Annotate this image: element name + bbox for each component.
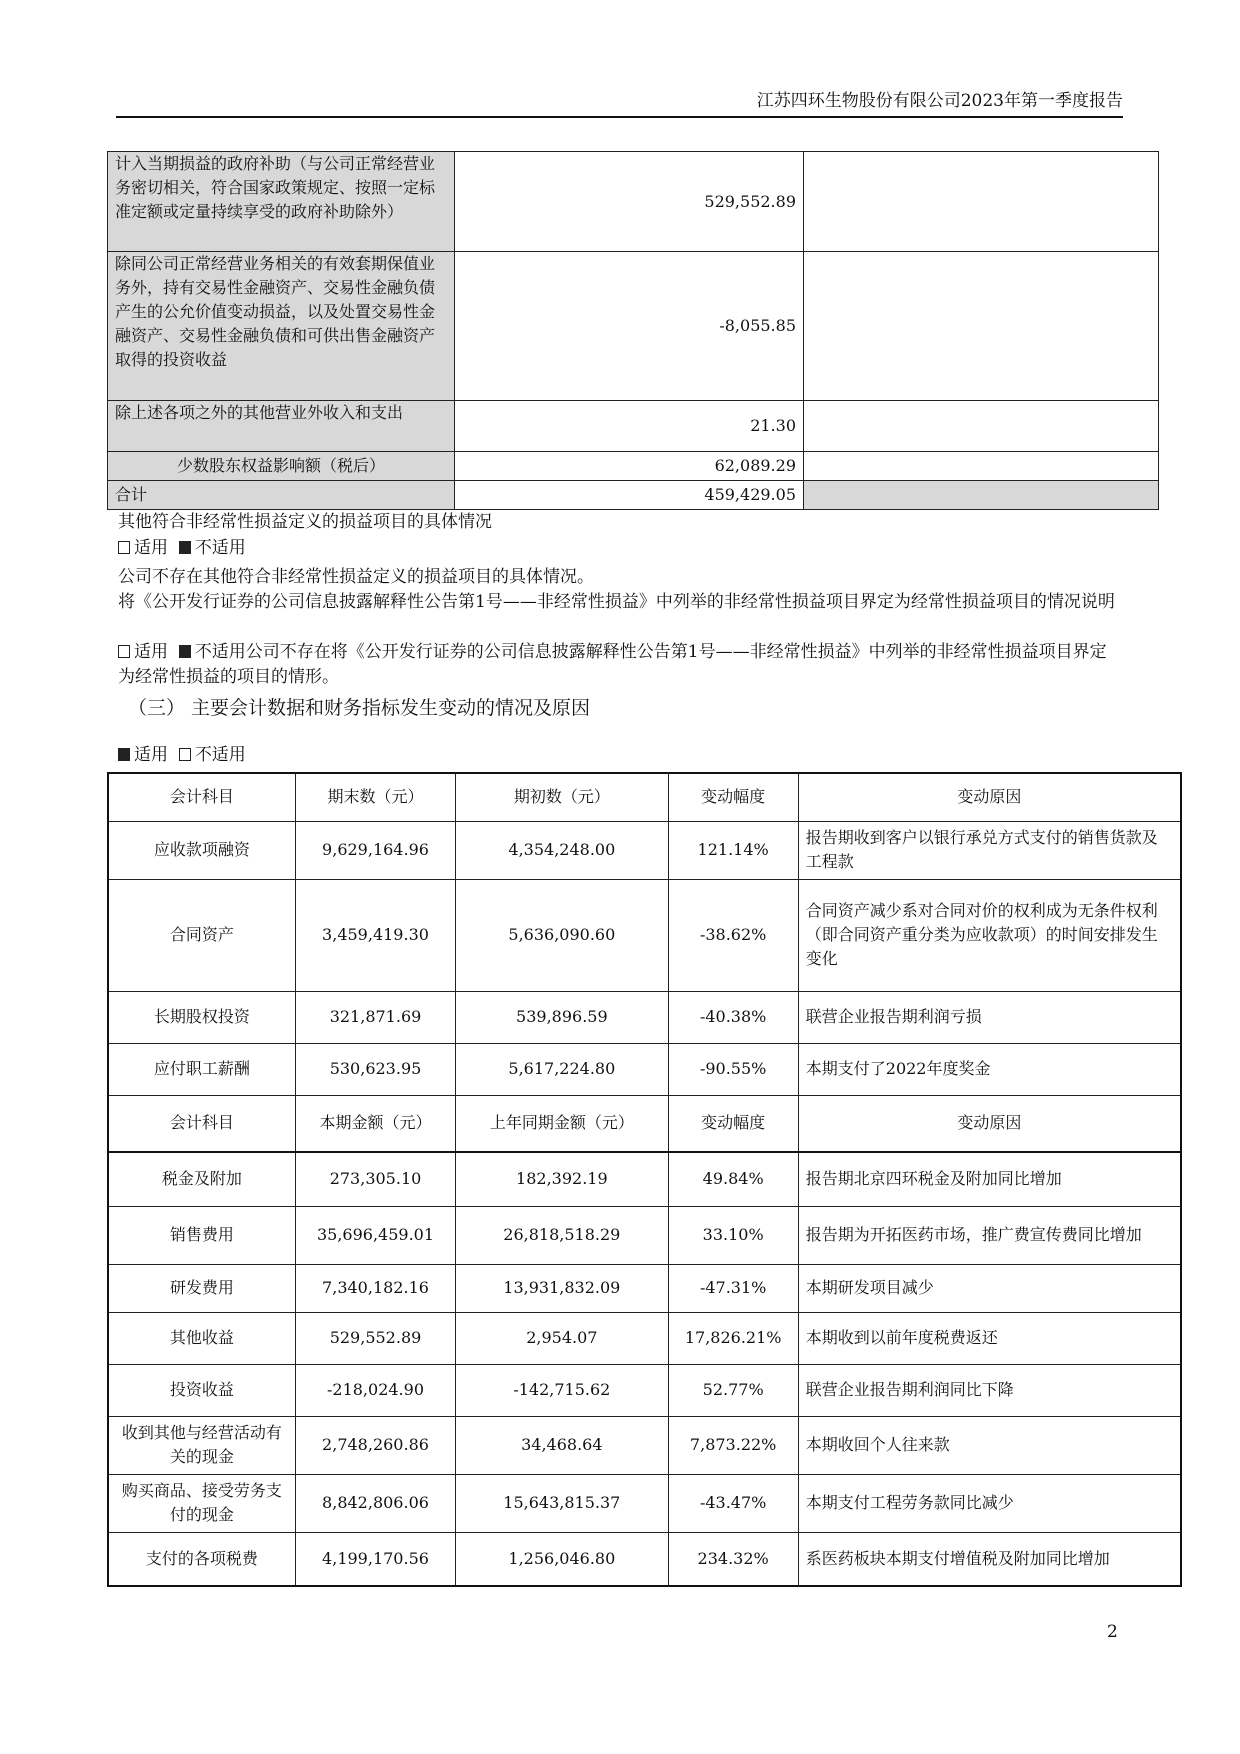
table-row: [108, 452, 1159, 481]
change-cell: -47.31%: [668, 1264, 798, 1312]
table-row: [108, 1152, 1181, 1206]
header-cell: 变动原因: [798, 1095, 1181, 1152]
table-row: [108, 821, 1181, 879]
value-cell: 5,617,224.80: [456, 1043, 668, 1095]
reason-cell: 本期支付工程劳务款同比减少: [798, 1474, 1181, 1532]
value-cell: 7,340,182.16: [295, 1264, 455, 1312]
page-header: [116, 86, 1123, 118]
value-cell: -218,024.90: [295, 1364, 455, 1416]
table-header-row: [108, 773, 1181, 821]
reason-cell: 合同资产减少系对合同对价的权利成为无条件权利（即合同资产重分类为应收款项）的时间安排发生变化: [798, 879, 1181, 991]
amount-cell: 529,552.89: [455, 152, 804, 252]
table-row: [108, 1206, 1181, 1264]
applicability-line: [118, 743, 1118, 768]
header-cell: 期末数（元）: [295, 773, 455, 821]
reason-cell: 联营企业报告期利润亏损: [798, 991, 1181, 1043]
change-cell: 33.10%: [668, 1206, 798, 1264]
reason-cell: 系医药板块本期支付增值税及附加同比增加: [798, 1532, 1181, 1586]
table-row: [108, 1264, 1181, 1312]
reason-cell: 本期支付了2022年度奖金: [798, 1043, 1181, 1095]
reclassification-line: [118, 640, 1118, 690]
checked-box-icon: [118, 748, 130, 761]
change-cell: 121.14%: [668, 821, 798, 879]
applicable-label: 适用: [134, 538, 168, 558]
applicable-label: 适用: [134, 745, 168, 765]
not-applicable-label: 不适用: [194, 745, 246, 765]
header-cell: 本期金额（元）: [295, 1095, 455, 1152]
value-cell: 539,896.59: [456, 991, 668, 1043]
note-cell: [804, 452, 1159, 481]
note-cell: [804, 401, 1159, 452]
table-row: [108, 152, 1159, 252]
item-cell: 合同资产: [108, 879, 295, 991]
value-cell: 5,636,090.60: [456, 879, 668, 991]
header-cell: 变动幅度: [668, 1095, 798, 1152]
value-cell: 2,954.07: [456, 1312, 668, 1364]
value-cell: 9,629,164.96: [295, 821, 455, 879]
value-cell: 8,842,806.06: [295, 1474, 455, 1532]
table-row: [108, 1312, 1181, 1364]
note-cell: [804, 481, 1159, 510]
item-cell: 除上述各项之外的其他营业外收入和支出: [108, 401, 455, 452]
item-cell: 应收款项融资: [108, 821, 295, 879]
applicability-line: [118, 536, 1118, 561]
change-cell: 49.84%: [668, 1152, 798, 1206]
table-row: [108, 481, 1159, 510]
header-cell: 变动幅度: [668, 773, 798, 821]
value-cell: 4,354,248.00: [456, 821, 668, 879]
changes-table: [107, 772, 1182, 1587]
amount-cell: 62,089.29: [455, 452, 804, 481]
checkbox-icon: [179, 748, 191, 761]
reason-cell: 报告期收到客户以银行承兑方式支付的销售货款及工程款: [798, 821, 1181, 879]
no-other-items-text: 公司不存在其他符合非经常性损益定义的损益项目的具体情况。: [118, 567, 594, 587]
change-cell: 52.77%: [668, 1364, 798, 1416]
value-cell: 15,643,815.37: [456, 1474, 668, 1532]
value-cell: 321,871.69: [295, 991, 455, 1043]
change-cell: -43.47%: [668, 1474, 798, 1532]
change-cell: 7,873.22%: [668, 1416, 798, 1474]
table-header-row: [108, 1095, 1181, 1152]
table-row: [108, 879, 1181, 991]
reason-cell: 报告期北京四环税金及附加同比增加: [798, 1152, 1181, 1206]
reclassification-caption: 将《公开发行证券的公司信息披露解释性公告第1号——非经常性损益》中列举的非经常性损益项目界定为经常性损益项目的情况说明: [118, 592, 1115, 612]
item-cell: 收到其他与经营活动有关的现金: [108, 1416, 295, 1474]
item-cell: 少数股东权益影响额（税后）: [108, 452, 455, 481]
value-cell: 26,818,518.29: [456, 1206, 668, 1264]
item-cell: 计入当期损益的政府补助（与公司正常经营业务密切相关，符合国家政策规定、按照一定标准定额或定量持续享受的政府补助除外）: [108, 152, 455, 252]
reason-cell: 本期收到以前年度税费返还: [798, 1312, 1181, 1364]
change-cell: 17,826.21%: [668, 1312, 798, 1364]
item-cell: 支付的各项税费: [108, 1532, 295, 1586]
value-cell: 530,623.95: [295, 1043, 455, 1095]
report-title: 江苏四环生物股份有限公司2023年第一季度报告: [756, 91, 1123, 111]
item-cell: 销售费用: [108, 1206, 295, 1264]
value-cell: 1,256,046.80: [456, 1532, 668, 1586]
item-cell: 其他收益: [108, 1312, 295, 1364]
other-items-caption: 其他符合非经常性损益定义的损益项目的具体情况: [118, 512, 492, 532]
checkbox-icon: [118, 541, 130, 554]
item-cell: 购买商品、接受劳务支付的现金: [108, 1474, 295, 1532]
reason-cell: 本期收回个人往来款: [798, 1416, 1181, 1474]
item-cell: 税金及附加: [108, 1152, 295, 1206]
header-cell: 期初数（元）: [456, 773, 668, 821]
note-cell: [804, 152, 1159, 252]
header-cell: 变动原因: [798, 773, 1181, 821]
value-cell: 34,468.64: [456, 1416, 668, 1474]
item-cell: 应付职工薪酬: [108, 1043, 295, 1095]
amount-cell: -8,055.85: [455, 252, 804, 401]
table-row: [108, 1474, 1181, 1532]
table-row: [108, 1416, 1181, 1474]
value-cell: 3,459,419.30: [295, 879, 455, 991]
total-amount-cell: 459,429.05: [455, 481, 804, 510]
item-cell: 除同公司正常经营业务相关的有效套期保值业务外，持有交易性金融资产、交易性金融负债产生的公允价值变动损益，以及处置交易性金融资产、交易性金融负债和可供出售金融资产取得的投资收益: [108, 252, 455, 401]
not-applicable-label: 不适用: [194, 538, 246, 558]
header-cell: 会计科目: [108, 1095, 295, 1152]
checked-box-icon: [179, 645, 191, 658]
change-cell: -90.55%: [668, 1043, 798, 1095]
note-cell: [804, 252, 1159, 401]
table-row: [108, 1532, 1181, 1586]
value-cell: 529,552.89: [295, 1312, 455, 1364]
value-cell: 273,305.10: [295, 1152, 455, 1206]
header-cell: 上年同期金额（元）: [456, 1095, 668, 1152]
change-cell: -40.38%: [668, 991, 798, 1043]
reason-cell: 联营企业报告期利润同比下降: [798, 1364, 1181, 1416]
item-cell: 投资收益: [108, 1364, 295, 1416]
change-cell: 234.32%: [668, 1532, 798, 1586]
checkbox-icon: [118, 645, 130, 658]
total-label-cell: 合计: [108, 481, 455, 510]
value-cell: -142,715.62: [456, 1364, 668, 1416]
reclassification-text: 不适用公司不存在将《公开发行证券的公司信息披露解释性公告第1号——非经常性损益》中列举的非经常性损益项目界定为经常性损益的项目的情形。: [118, 642, 1107, 687]
section-heading: （三） 主要会计数据和财务指标发生变动的情况及原因: [128, 697, 591, 719]
page-number: 2: [1107, 1622, 1118, 1642]
value-cell: 4,199,170.56: [295, 1532, 455, 1586]
reason-cell: 报告期为开拓医药市场，推广费宣传费同比增加: [798, 1206, 1181, 1264]
value-cell: 35,696,459.01: [295, 1206, 455, 1264]
table-row: [108, 1043, 1181, 1095]
change-cell: -38.62%: [668, 879, 798, 991]
nonrecurring-table: [107, 151, 1159, 510]
reason-cell: 本期研发项目减少: [798, 1264, 1181, 1312]
table-row: [108, 401, 1159, 452]
table-row: [108, 991, 1181, 1043]
header-cell: 会计科目: [108, 773, 295, 821]
checked-box-icon: [179, 541, 191, 554]
value-cell: 182,392.19: [456, 1152, 668, 1206]
table-row: [108, 252, 1159, 401]
value-cell: 2,748,260.86: [295, 1416, 455, 1474]
applicable-label: 适用: [134, 642, 168, 662]
amount-cell: 21.30: [455, 401, 804, 452]
table-row: [108, 1364, 1181, 1416]
item-cell: 研发费用: [108, 1264, 295, 1312]
item-cell: 长期股权投资: [108, 991, 295, 1043]
value-cell: 13,931,832.09: [456, 1264, 668, 1312]
